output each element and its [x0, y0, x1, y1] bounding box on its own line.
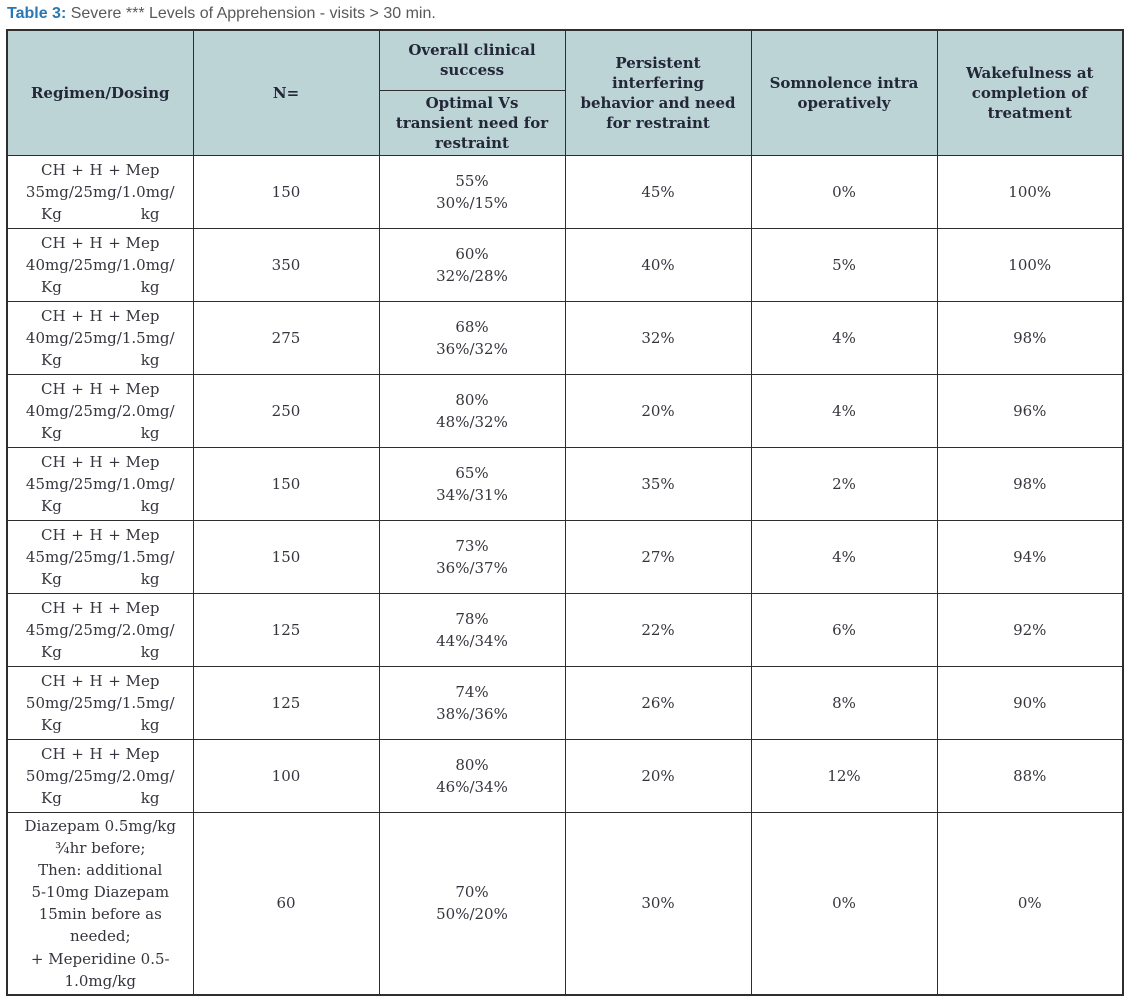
regimen-text: Kg	[41, 497, 62, 516]
table-body	[7, 156, 1123, 995]
restraint-cell: 27%	[565, 521, 751, 594]
regimen-text: Kg	[41, 643, 62, 662]
regimen-text: Kg	[41, 570, 62, 589]
wakefulness-cell: 90%	[937, 667, 1123, 740]
restraint-cell: 32%	[565, 302, 751, 375]
header-overall-clinical-success: Overall clinical success	[379, 30, 565, 90]
table-caption-text: Severe *** Levels of Apprehension - visits > 30 min.	[66, 5, 436, 22]
results-table	[6, 29, 1124, 996]
regimen-text: CH	[41, 671, 66, 690]
success-cell: 78% 44%/34%	[379, 594, 565, 667]
regimen-text: 45mg/25mg/2.0mg/	[25, 621, 175, 640]
wakefulness-cell: 92%	[937, 594, 1123, 667]
regimen-text: 45mg/25mg/1.5mg/	[25, 548, 175, 567]
regimen-text: 40mg/25mg/1.5mg/	[25, 329, 175, 348]
somnolence-cell: 4%	[751, 375, 937, 448]
regimen-text: Diazepam 0.5mg/kg	[24, 817, 176, 836]
regimen-text: + Mep	[108, 744, 160, 763]
regimen-text: CH	[41, 744, 66, 763]
regimen-text: H	[89, 744, 103, 763]
wakefulness-cell: 94%	[937, 521, 1123, 594]
regimen-cell	[7, 375, 193, 448]
regimen-text: ¾hr before;	[55, 839, 146, 858]
regimen-text: 50mg/25mg/1.5mg/	[25, 694, 175, 713]
regimen-text: +	[71, 671, 84, 690]
regimen-cell	[7, 229, 193, 302]
regimen-text: CH	[41, 452, 66, 471]
header-regimen-dosing: Regimen/Dosing	[7, 30, 193, 156]
wakefulness-cell: 98%	[937, 302, 1123, 375]
regimen-text: CH	[41, 379, 66, 398]
regimen-text: 45mg/25mg/1.0mg/	[25, 475, 175, 494]
regimen-text: + Mep	[108, 160, 160, 179]
regimen-text: 35mg/25mg/1.0mg/	[25, 183, 175, 202]
regimen-text: + Mep	[108, 525, 160, 544]
regimen-text: + Mep	[108, 598, 160, 617]
regimen-text: + Mep	[108, 452, 160, 471]
regimen-text: CH	[41, 525, 66, 544]
regimen-text: kg	[140, 424, 160, 443]
n-cell: 150	[193, 156, 379, 229]
success-cell: 70% 50%/20%	[379, 813, 565, 995]
regimen-text: Kg	[41, 716, 62, 735]
restraint-cell: 35%	[565, 448, 751, 521]
table-row	[7, 156, 1123, 229]
wakefulness-cell: 96%	[937, 375, 1123, 448]
n-cell: 125	[193, 594, 379, 667]
n-cell: 250	[193, 375, 379, 448]
regimen-text: Then: additional	[38, 861, 163, 880]
table-row	[7, 375, 1123, 448]
n-cell: 350	[193, 229, 379, 302]
table-row	[7, 521, 1123, 594]
success-cell: 68% 36%/32%	[379, 302, 565, 375]
somnolence-cell: 5%	[751, 229, 937, 302]
regimen-cell	[7, 302, 193, 375]
regimen-text: +	[71, 160, 84, 179]
regimen-cell	[7, 594, 193, 667]
regimen-text: +	[71, 452, 84, 471]
table-row	[7, 813, 1123, 995]
regimen-text: kg	[140, 497, 160, 516]
wakefulness-cell: 100%	[937, 156, 1123, 229]
regimen-text: +	[71, 233, 84, 252]
regimen-text: 40mg/25mg/1.0mg/	[25, 256, 175, 275]
wakefulness-cell: 0%	[937, 813, 1123, 995]
success-cell: 80% 48%/32%	[379, 375, 565, 448]
n-cell: 100	[193, 740, 379, 813]
regimen-text: H	[89, 671, 103, 690]
n-cell: 150	[193, 448, 379, 521]
somnolence-cell: 12%	[751, 740, 937, 813]
restraint-cell: 40%	[565, 229, 751, 302]
regimen-text: H	[89, 452, 103, 471]
somnolence-cell: 4%	[751, 521, 937, 594]
n-cell: 60	[193, 813, 379, 995]
regimen-text: 1.0mg/kg	[64, 971, 136, 990]
regimen-text: + Mep	[108, 671, 160, 690]
regimen-text: H	[89, 233, 103, 252]
n-cell: 150	[193, 521, 379, 594]
table-row	[7, 594, 1123, 667]
regimen-text: +	[71, 306, 84, 325]
somnolence-cell: 6%	[751, 594, 937, 667]
regimen-text: 40mg/25mg/2.0mg/	[25, 402, 175, 421]
regimen-cell	[7, 448, 193, 521]
regimen-text: needed;	[69, 927, 131, 946]
regimen-text: 5-10mg Diazepam	[31, 883, 170, 902]
regimen-cell	[7, 813, 193, 995]
n-cell: 125	[193, 667, 379, 740]
regimen-text: 15min before as	[38, 905, 162, 924]
regimen-text: CH	[41, 598, 66, 617]
regimen-text: kg	[140, 789, 160, 808]
regimen-text: Kg	[41, 789, 62, 808]
regimen-text: Kg	[41, 351, 62, 370]
somnolence-cell: 0%	[751, 156, 937, 229]
regimen-text: kg	[140, 351, 160, 370]
success-cell: 65% 34%/31%	[379, 448, 565, 521]
regimen-text: kg	[140, 570, 160, 589]
table-row	[7, 229, 1123, 302]
regimen-text: CH	[41, 160, 66, 179]
regimen-text: Kg	[41, 278, 62, 297]
regimen-text: +	[71, 525, 84, 544]
somnolence-cell: 4%	[751, 302, 937, 375]
regimen-text: kg	[140, 205, 160, 224]
success-cell: 55% 30%/15%	[379, 156, 565, 229]
regimen-cell	[7, 740, 193, 813]
regimen-text: Kg	[41, 205, 62, 224]
restraint-cell: 20%	[565, 375, 751, 448]
table-row	[7, 667, 1123, 740]
regimen-text: kg	[140, 278, 160, 297]
restraint-cell: 22%	[565, 594, 751, 667]
header-somnolence: Somnolence intra operatively	[751, 30, 937, 156]
success-cell: 73% 36%/37%	[379, 521, 565, 594]
somnolence-cell: 8%	[751, 667, 937, 740]
regimen-text: kg	[140, 716, 160, 735]
header-optimal-vs-transient: Optimal Vs transient need for restraint	[379, 90, 565, 156]
somnolence-cell: 2%	[751, 448, 937, 521]
wakefulness-cell: 88%	[937, 740, 1123, 813]
regimen-text: +	[71, 744, 84, 763]
success-cell: 80% 46%/34%	[379, 740, 565, 813]
regimen-text: + Mep	[108, 233, 160, 252]
table-caption-label: Table 3:	[7, 5, 67, 22]
regimen-text: H	[89, 598, 103, 617]
regimen-text: + Mep	[108, 379, 160, 398]
regimen-cell	[7, 521, 193, 594]
table-row	[7, 740, 1123, 813]
restraint-cell: 26%	[565, 667, 751, 740]
regimen-cell	[7, 156, 193, 229]
header-persistent-interfering-behavior: Persistent interfering behavior and need for restraint	[565, 30, 751, 156]
regimen-text: Kg	[41, 424, 62, 443]
regimen-text: kg	[140, 643, 160, 662]
regimen-text: H	[89, 160, 103, 179]
restraint-cell: 20%	[565, 740, 751, 813]
regimen-text: H	[89, 306, 103, 325]
table-row	[7, 302, 1123, 375]
regimen-text: +	[71, 598, 84, 617]
regimen-text: CH	[41, 306, 66, 325]
restraint-cell: 30%	[565, 813, 751, 995]
regimen-text: + Meperidine 0.5-	[30, 949, 170, 968]
table-row	[7, 448, 1123, 521]
restraint-cell: 45%	[565, 156, 751, 229]
regimen-cell	[7, 667, 193, 740]
wakefulness-cell: 98%	[937, 448, 1123, 521]
n-cell: 275	[193, 302, 379, 375]
table-header	[7, 30, 1123, 156]
header-wakefulness: Wakefulness at completion of treatment	[937, 30, 1123, 156]
regimen-text: CH	[41, 233, 66, 252]
somnolence-cell: 0%	[751, 813, 937, 995]
regimen-text: H	[89, 525, 103, 544]
regimen-text: +	[71, 379, 84, 398]
wakefulness-cell: 100%	[937, 229, 1123, 302]
regimen-text: H	[89, 379, 103, 398]
regimen-text: 50mg/25mg/2.0mg/	[25, 767, 175, 786]
regimen-text: + Mep	[108, 306, 160, 325]
success-cell: 60% 32%/28%	[379, 229, 565, 302]
header-n: N=	[193, 30, 379, 156]
table-caption	[0, 0, 1130, 29]
success-cell: 74% 38%/36%	[379, 667, 565, 740]
